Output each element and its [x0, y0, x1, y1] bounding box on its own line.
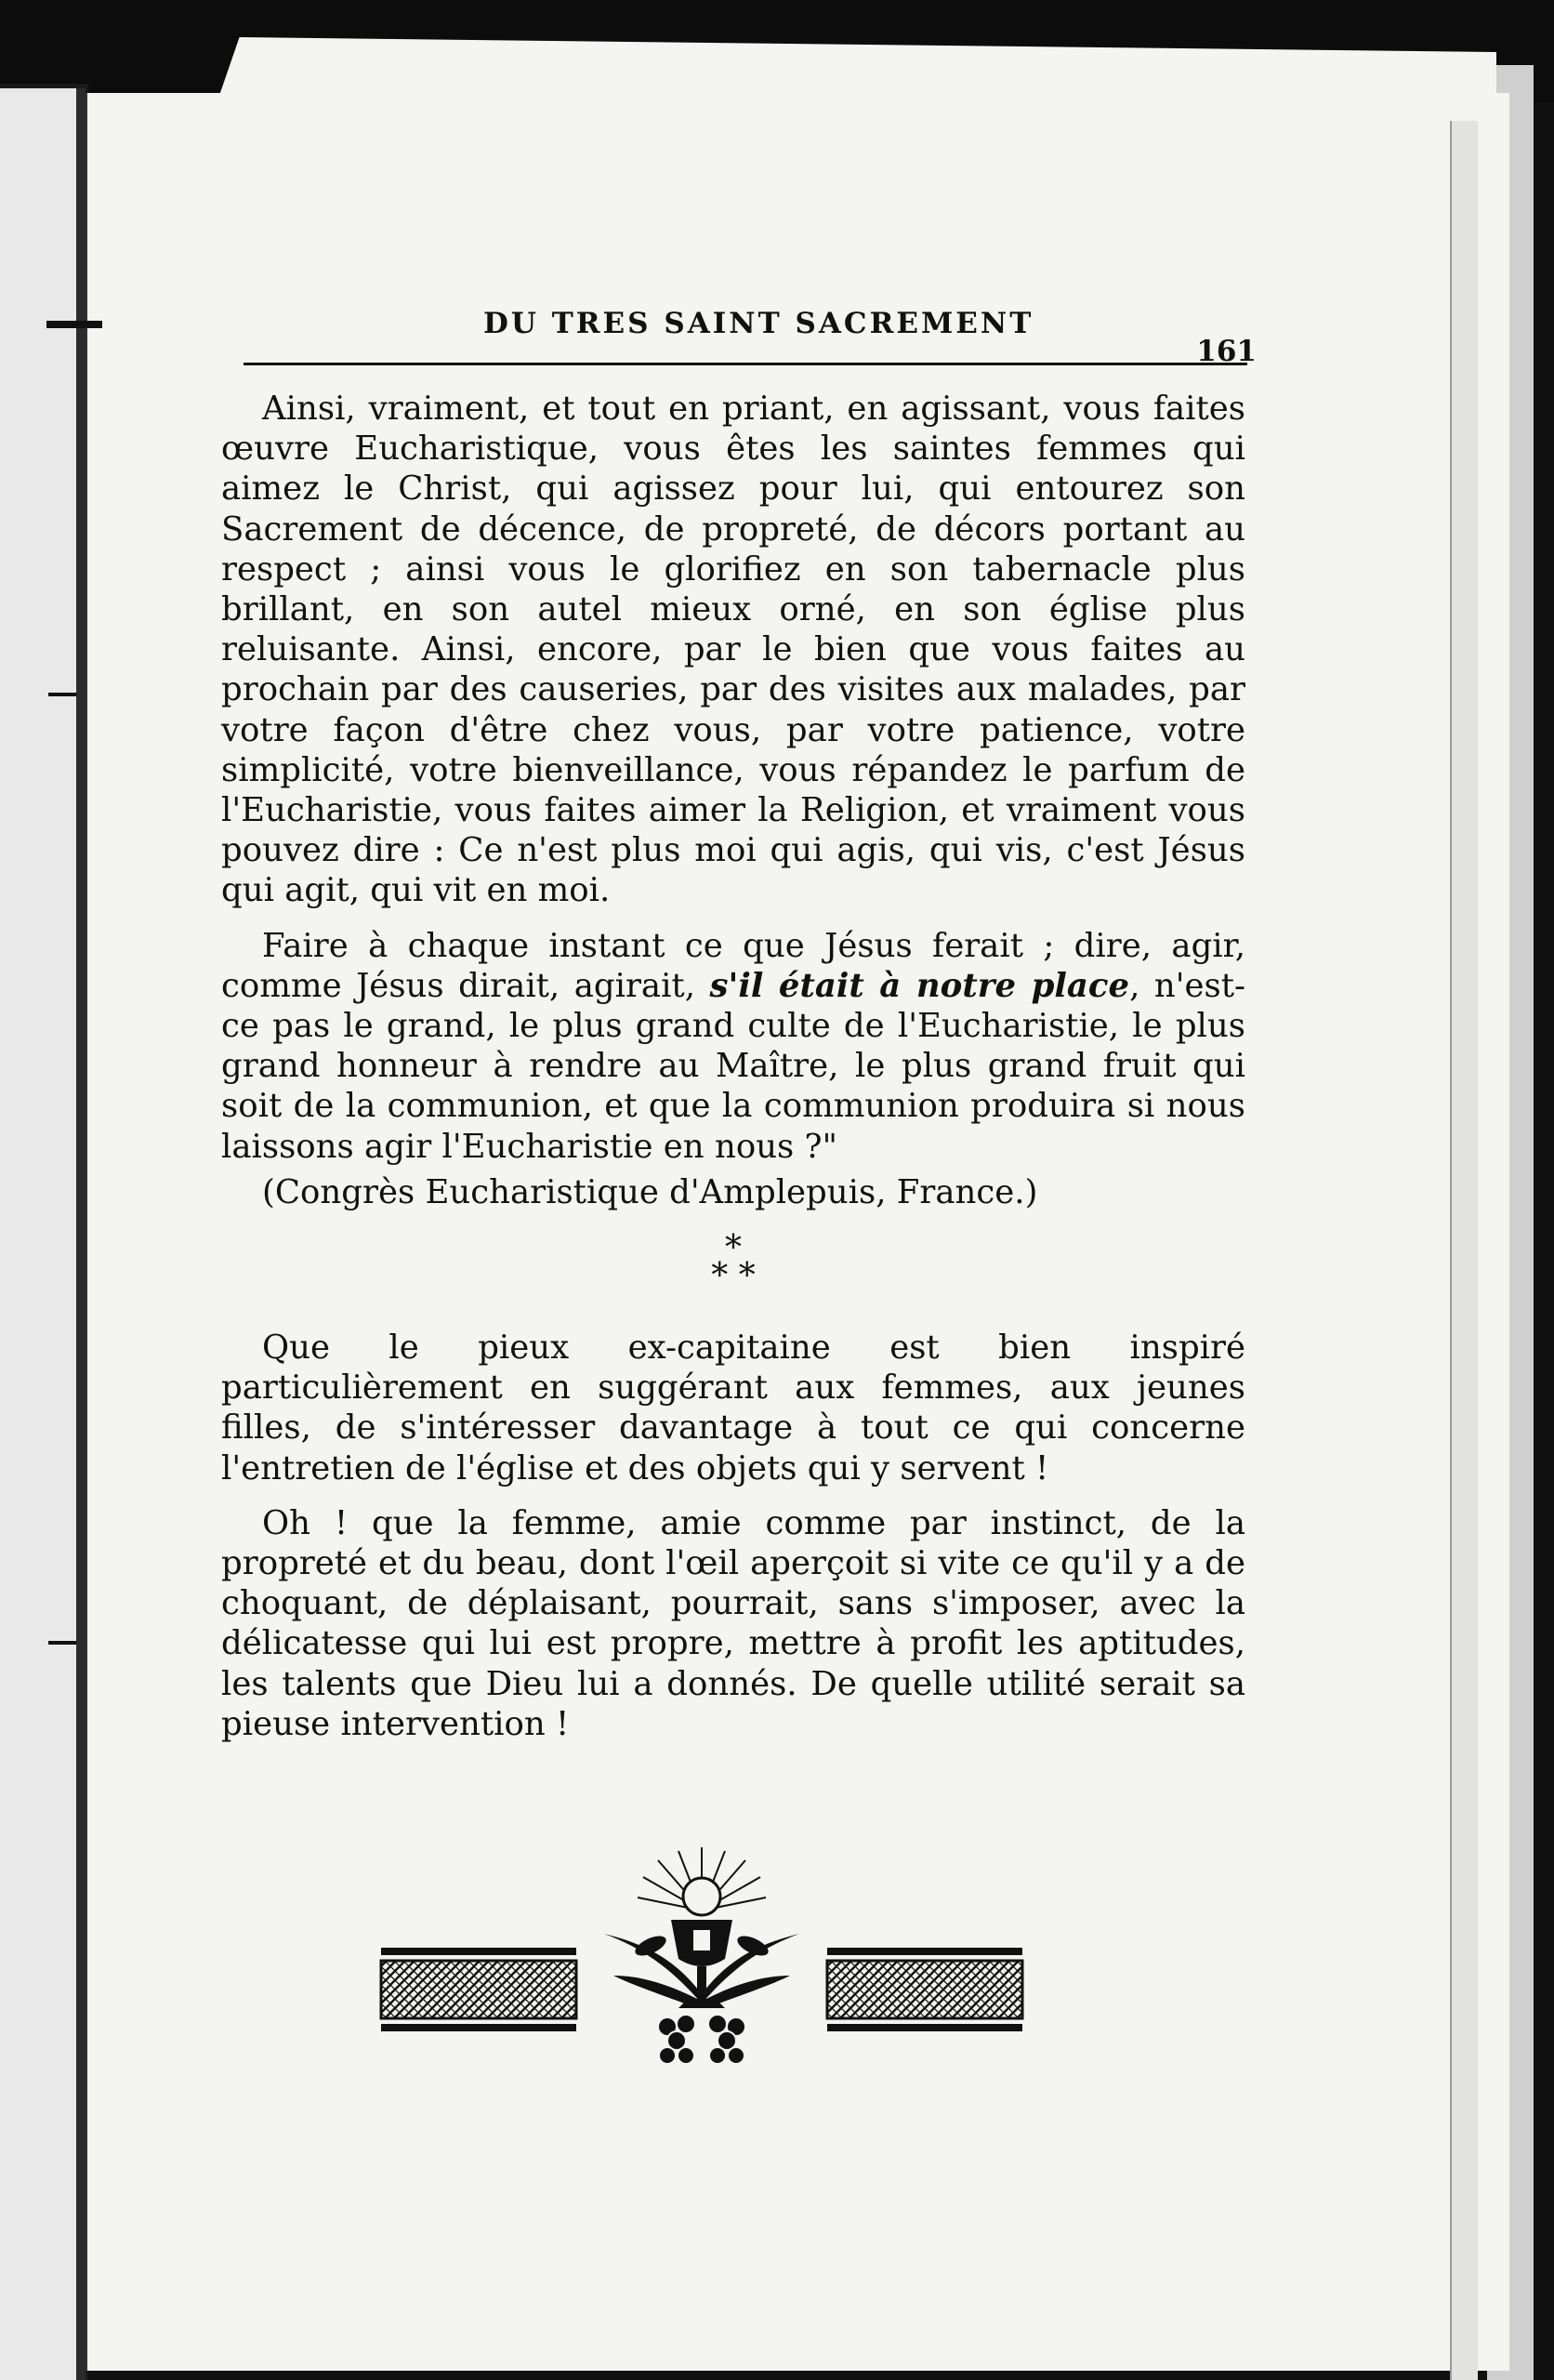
binding-stitch — [48, 1641, 76, 1645]
paragraph: Oh ! que la femme, amie comme par instinct, de la propreté et du beau, dont l'œil aperçoit si vite ce qu'il y a de choquant, de déplaisant, pourrait, sans s'imposer, avec la délicatesse qui lui est propre, mettre à profit les aptitudes, les talents que Dieu lui a donnés. De quelle utilité serait sa pieuse intervention ! — [221, 1503, 1245, 1743]
paragraph: Ainsi, vraiment, et tout en priant, en agissant, vous faites œuvre Eucharistique, vous êtes les saintes femmes qui aimez le Christ, qui agissez pour lui, qui entourez son Sacrement de décence, de propreté, de décors portant au respect ; ainsi vous le glorifiez en son tabernacle plus brillant, en son autel mieux orné, en son église plus reluisante. Ainsi, encore, par le bien que vous faites au prochain par des causeries, par des visites aux malades, par votre façon d'être chez vous, par votre patience, votre simplicité, votre bienveillance, vous répandez le parfum de l'Eucharistie, vous faites aimer la Religion, et vraiment vous pouvez dire : Ce n'est plus moi qui agis, qui vis, c'est Jésus qui agit, qui vit en moi. — [221, 390, 1245, 910]
asterism-divider — [221, 1229, 1245, 1296]
emphasis-text: s'il était à notre place — [709, 966, 1130, 1005]
body-text — [221, 389, 1245, 1744]
binding-stitch — [48, 693, 76, 696]
asterism-top: * — [725, 1229, 742, 1268]
paragraph — [221, 926, 1245, 1167]
running-title: DU TRES SAINT SACREMENT — [483, 307, 1034, 340]
paragraph-text: Faire à chaque instant ce que Jésus ferait ; dire, agir, comme Jésus dirait, agirait, — [221, 926, 1245, 1005]
book-spine — [76, 88, 86, 2380]
page-stack-edge-inner — [1450, 121, 1478, 2380]
previous-page-edge — [0, 88, 82, 2380]
binding-stitch — [46, 321, 102, 328]
chalice-wheat-grapes-icon — [372, 1845, 1032, 2069]
citation: (Congrès Eucharistique d'Amplepuis, France.) — [262, 1172, 1038, 1211]
paragraph-text: , n'est-ce pas le grand, le plus grand culte de l'Eucharistie, le plus grand honneur à rendre au Maître, le plus grand fruit qui soit de la communion, et que la communion produira si nous laissons agir l'Eucharistie en nous ?" — [221, 966, 1246, 1166]
running-header — [244, 307, 1257, 368]
asterism-bottom: * * — [711, 1257, 756, 1296]
paragraph: Que le pieux ex-capitaine est bien inspiré particulièrement en suggérant aux femmes, aux jeunes filles, de s'intéresser davantage à tout ce qui concerne l'entretien de l'église et des objets qui y servent ! — [221, 1329, 1245, 1488]
page-number: 161 — [1196, 335, 1257, 368]
